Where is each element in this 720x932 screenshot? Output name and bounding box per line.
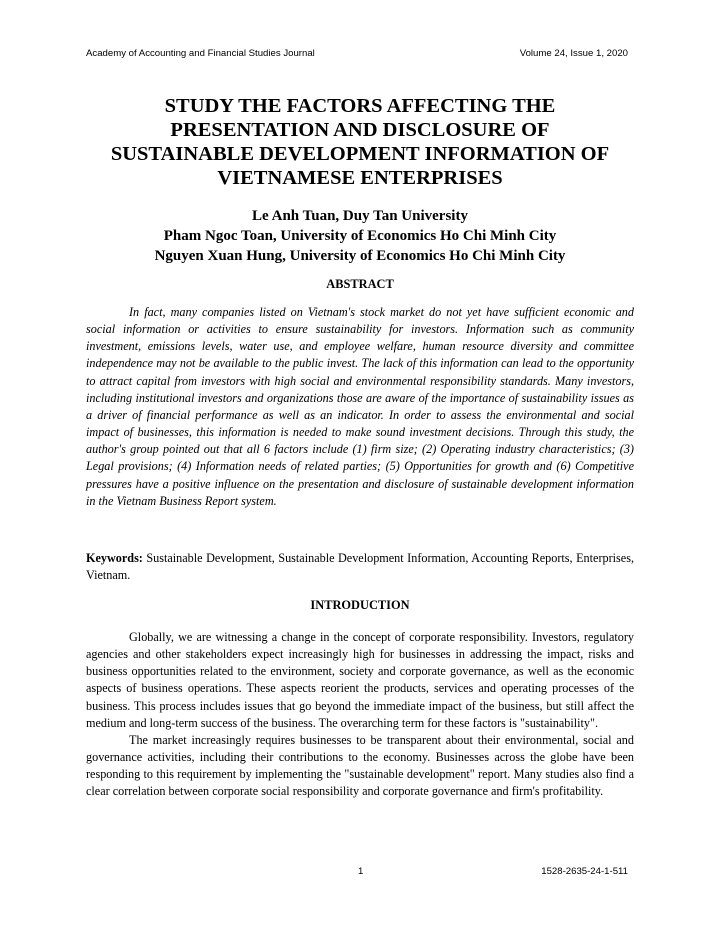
keywords-text: Sustainable Development, Sustainable Development Information, Accounting Reports, Enterprises, Vietnam. xyxy=(86,551,634,583)
title-line: PRESENTATION AND DISCLOSURE OF xyxy=(170,119,550,141)
document-code: 1528-2635-24-1-511 xyxy=(541,866,628,877)
issue-info: Volume 24, Issue 1, 2020 xyxy=(519,48,628,59)
keywords-block xyxy=(86,550,634,584)
journal-name: Academy of Accounting and Financial Studies Journal xyxy=(86,48,315,59)
abstract-body xyxy=(86,304,634,510)
page-number: 1 xyxy=(358,866,364,877)
author-line: Nguyen Xuan Hung, University of Economics Ho Chi Minh City xyxy=(154,248,566,264)
author-list xyxy=(60,206,660,266)
running-header xyxy=(86,48,628,59)
intro-paragraph: The market increasingly requires businesses to be transparent about their environmental, social and governance activities, including their contributions to the economy. Businesses across the globe have been responding to this requirement by implementing the "sustainable development" report. Many studies also find a clear correlation between corporate social responsibility and corporate governance and firm's profitability. xyxy=(86,732,634,799)
author-line: Pham Ngoc Toan, University of Economics Ho Chi Minh City xyxy=(163,228,557,244)
title-line: SUSTAINABLE DEVELOPMENT INFORMATION OF xyxy=(110,143,610,165)
abstract-paragraph: In fact, many companies listed on Vietnam's stock market do not yet have sufficient economic and social information or activities to ensure sustainability for investors. Information such as community investment, emissions levels, water use, and employee welfare, human resource diversity and committee independence may not be available to the public invest. The lack of this information can lead to the opportunity to attract capital from investors with high social and environmental responsibility standards. Many investors, including institutional investors and organizations those are aware of the importance of sustainability issues as a driver of financial performance as well as an indicator. In order to assess the environmental and social impact of businesses, this information is needed to make sound investment decisions. Through this study, the author's group pointed out that all 6 factors include (1) firm size; (2) Operating industry characteristics; (3) Legal provisions; (4) Information needs of related parties; (5) Opportunities for growth and (6) Competitive pressures have a positive influence on the presentation and disclosure of sustainable development information in the Vietnam Business Report system. xyxy=(86,305,634,508)
author-line: Le Anh Tuan, Duy Tan University xyxy=(252,208,468,224)
title-line: STUDY THE FACTORS AFFECTING THE xyxy=(164,95,556,117)
title-line: VIETNAMESE ENTERPRISES xyxy=(217,167,503,189)
abstract-heading: ABSTRACT xyxy=(326,277,394,291)
paper-title xyxy=(60,94,660,190)
keywords-label: Keywords: xyxy=(86,551,143,565)
introduction-body xyxy=(86,629,634,801)
intro-paragraph: Globally, we are witnessing a change in the concept of corporate responsibility. Investors, regulatory agencies and other stakeholders expect increasingly high for businesses in addressing the impact, risks and business opportunities related to the environment, society and corporate governance, as well as the economic aspects of business operations. These aspects reorient the products, services and operating processes of the business. This process includes issues that go beyond the immediate impact of the business, but still affect the medium and long-term success of the business. The overarching term for these factors is "sustainability". xyxy=(86,630,634,730)
introduction-heading: INTRODUCTION xyxy=(310,598,410,612)
